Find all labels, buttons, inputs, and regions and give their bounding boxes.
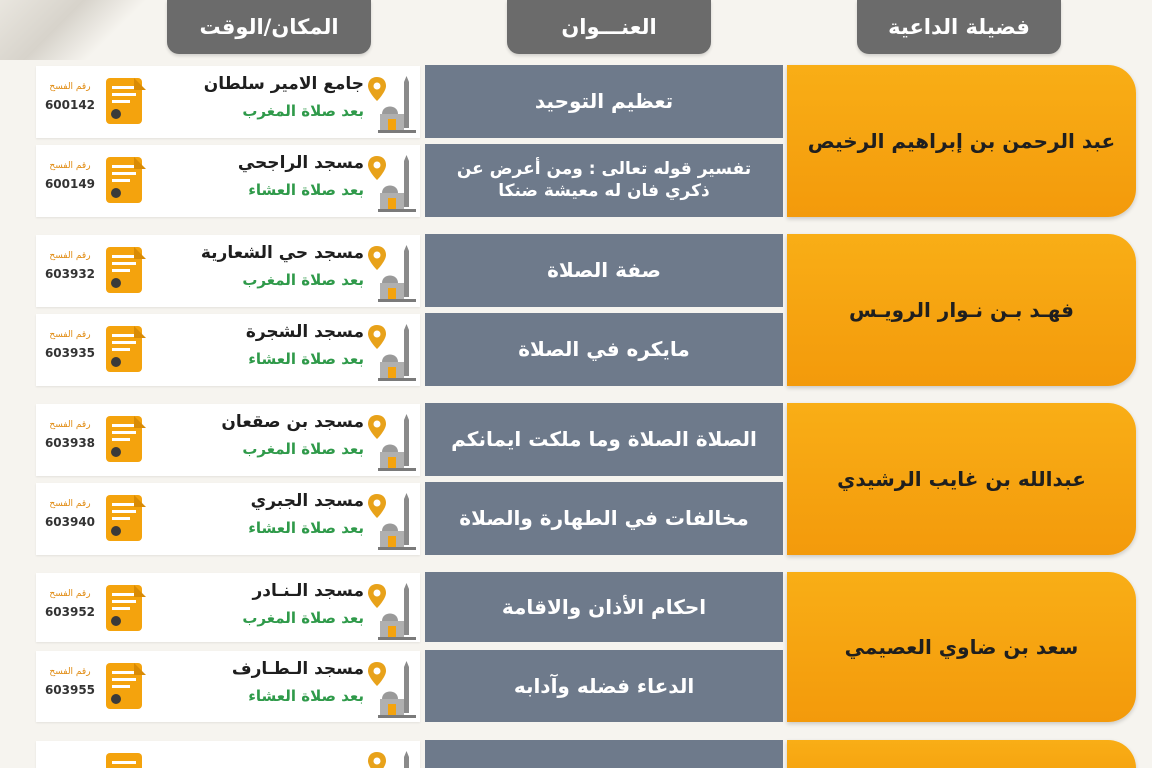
- mosque-icon: [376, 493, 418, 551]
- permit-number: 603935: [44, 346, 96, 360]
- prayer-time: بعد صلاة العشاء: [248, 519, 364, 537]
- document-icon: [104, 493, 148, 543]
- mosque-icon: [376, 155, 418, 213]
- lecture-title: مايكره في الصلاة: [425, 313, 783, 386]
- permit-label: رقم الفسح: [49, 251, 91, 261]
- document-icon: [104, 324, 148, 374]
- preacher-cell: عبدالله بن غايب الرشيدي: [787, 403, 1136, 555]
- mosque-icon: [376, 324, 418, 382]
- permit-label: رقم الفسح: [49, 161, 91, 171]
- preacher-cell: سعد بن ضاوي العصيمي: [787, 572, 1136, 722]
- mosque-name: مسجد الجبري: [250, 491, 364, 511]
- lecture-title: الدعاء فضله وآدابه: [425, 650, 783, 722]
- document-icon: [104, 751, 148, 768]
- mosque-icon: [376, 76, 418, 134]
- document-icon: [104, 155, 148, 205]
- mosque-icon: [376, 414, 418, 472]
- header-place-time: المكان/الوقت: [167, 0, 371, 54]
- permit-number: 600149: [44, 177, 96, 191]
- prayer-time: بعد صلاة المغرب: [242, 102, 364, 120]
- prayer-time: بعد صلاة العشاء: [248, 687, 364, 705]
- mosque-icon: [376, 245, 418, 303]
- lecture-title: احكام الأذان والاقامة: [425, 572, 783, 642]
- permit-label: رقم الفسح: [49, 330, 91, 340]
- corner-decoration: [0, 0, 150, 60]
- prayer-time: بعد صلاة العشاء: [248, 350, 364, 368]
- prayer-time: بعد صلاة المغرب: [242, 609, 364, 627]
- mosque-icon: [376, 751, 418, 768]
- venue-cell: [36, 741, 420, 768]
- permit-number: 600142: [44, 98, 96, 112]
- permit-number: 603952: [44, 605, 96, 619]
- mosque-icon: [376, 583, 418, 641]
- venue-cell: [36, 573, 420, 642]
- mosque-icon: [376, 661, 418, 719]
- lecture-title: تعظيم التوحيد: [425, 65, 783, 138]
- venue-cell: [36, 145, 420, 217]
- venue-cell: [36, 235, 420, 307]
- preacher-cell: [787, 740, 1136, 768]
- lecture-title: مخالفات في الطهارة والصلاة: [425, 482, 783, 555]
- prayer-time: بعد صلاة المغرب: [242, 271, 364, 289]
- document-icon: [104, 661, 148, 711]
- permit-number: 603940: [44, 515, 96, 529]
- mosque-name: جامع الامير سلطان: [203, 74, 364, 94]
- venue-cell: [36, 651, 420, 722]
- venue-cell: [36, 66, 420, 138]
- permit-label: رقم الفسح: [49, 667, 91, 677]
- mosque-name: مسجد الراجحي: [237, 153, 364, 173]
- permit-number: 603932: [44, 267, 96, 281]
- lecture-title: تفسير قوله تعالى : ومن أعرض عن ذكري فان له معيشة ضنكا: [425, 144, 783, 217]
- permit-number: 603955: [44, 683, 96, 697]
- document-icon: [104, 245, 148, 295]
- venue-cell: [36, 483, 420, 555]
- prayer-time: بعد صلاة العشاء: [248, 181, 364, 199]
- mosque-name: مسجد بن صقعان: [221, 412, 364, 432]
- lecture-title: صفة الصلاة: [425, 234, 783, 307]
- mosque-name: مسجد حي الشعارية: [200, 243, 364, 263]
- permit-label: رقم الفسح: [49, 82, 91, 92]
- lecture-title: الصلاة الصلاة وما ملكت ايمانكم: [425, 403, 783, 476]
- venue-cell: [36, 314, 420, 386]
- mosque-name: مسجد الـطـارف: [231, 659, 364, 679]
- preacher-cell: عبد الرحمن بن إبراهيم الرخيص: [787, 65, 1136, 217]
- lecture-title: [425, 740, 783, 768]
- header-preacher: فضيلة الداعية: [857, 0, 1061, 54]
- permit-number: 603938: [44, 436, 96, 450]
- header-title: العنـــوان: [507, 0, 711, 54]
- document-icon: [104, 76, 148, 126]
- document-icon: [104, 583, 148, 633]
- venue-cell: [36, 404, 420, 476]
- document-icon: [104, 414, 148, 464]
- permit-label: رقم الفسح: [49, 589, 91, 599]
- mosque-name: مسجد الـنـادر: [252, 581, 364, 601]
- preacher-cell: فهـد بـن نـوار الرويـس: [787, 234, 1136, 386]
- permit-label: رقم الفسح: [49, 420, 91, 430]
- prayer-time: بعد صلاة المغرب: [242, 440, 364, 458]
- mosque-name: مسجد الشجرة: [245, 322, 364, 342]
- permit-label: رقم الفسح: [49, 499, 91, 509]
